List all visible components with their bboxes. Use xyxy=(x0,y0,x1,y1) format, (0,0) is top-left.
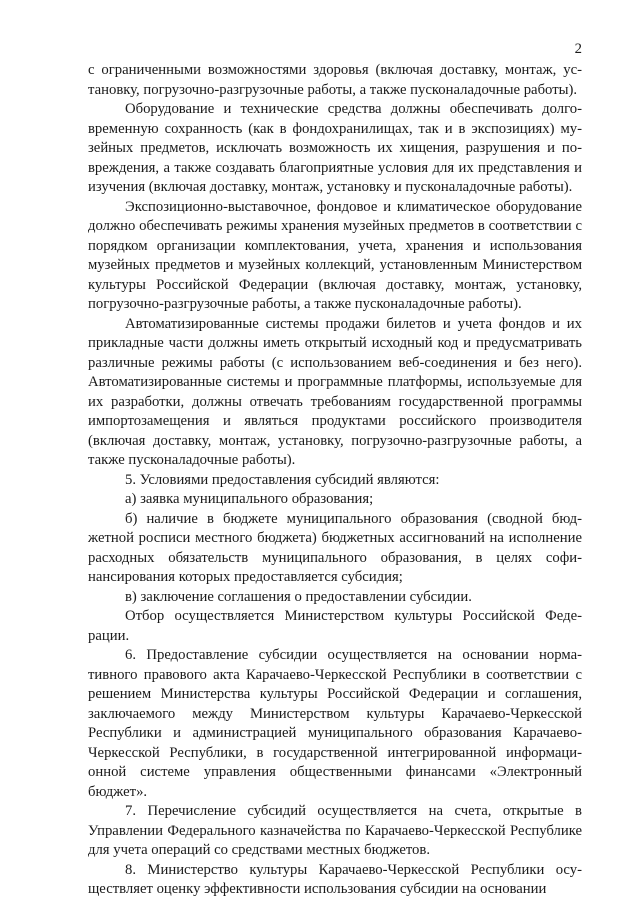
paragraph-item-6: 6. Предоставление субсидии осуществляется на основании нормативного правового акта Карачаево-Черкесской Республики в соответствии с решением Министерства культуры Российской Федерации и соглашения, заключаемого между Министерством культуры Карачаево-Черкесской Республики и администрацией муниципального образования Карачаево-Черкесской Республики, в государственной интегрированной информационной системе управления общественными финансами «Электронный бюджет». xyxy=(88,647,582,800)
paragraph-item-5c: в) заключение соглашения о предоставлении субсидии. xyxy=(125,588,472,605)
paragraph-exhibition-equipment: Экспозиционно-выставочное, фондовое и климатическое оборудование должно обеспечивать режимы хранения музейных предметов в соответствии с порядком организации комплектования, учета, хранения и использования музейных предметов и музейных коллекций, установленным Министерством культуры Российской Федерации (включая доставку, монтаж, установку, погрузочно-разгрузочные работы, а также пусконаладочные работы). xyxy=(88,198,582,312)
paragraph-item-5b: б) наличие в бюджете муниципального образования (сводной бюджетной росписи местного бюджета) бюджетных ассигнований на исполнение расходных обязательств муниципального образования, в целях софинансирования которых предоставляется субсидия; xyxy=(88,510,582,585)
paragraph-equipment-requirements: Оборудование и технические средства должны обеспечивать долговременную сохранность (как в фондохранилищах, так и в экспозициях) музейных предметов, исключать возможность их хищения, разрушения и повреждения, а также создавать благоприятные условия для их представления и изучения (включая доставку, монтаж, установку и пусконаладочные работы). xyxy=(88,101,582,195)
paragraph-item-7: 7. Перечисление субсидий осуществляется на счета, открытые в Управлении Федерального казначейства по Карачаево-Черкесской Республике для учета операций со средствами местных бюджетов. xyxy=(88,803,582,858)
paragraph-item-5a: а) заявка муниципального образования; xyxy=(125,491,374,507)
paragraph-item-5: 5. Условиями предоставления субсидий являются: xyxy=(125,471,440,488)
paragraph-automated-systems: Автоматизированные системы продажи билетов и учета фондов и их прикладные части должны иметь открытый исходный код и предусматривать различные режимы работы (с использованием веб-соединения и без него). Автоматизированные системы и программные платформы, используемые для их разработки, должны отвечать требованиям государственной программы импортозамещения и являться продуктами российского производителя (включая доставку, монтаж, установку, погрузочно-разгрузочные работы, а также пусконаладочные работы). xyxy=(88,315,582,468)
document-body xyxy=(88,61,582,900)
paragraph-item-8: 8. Министерство культуры Карачаево-Черкесской Республики осуществляет оценку эффективности использования субсидии на основании xyxy=(88,861,582,897)
paragraph-continuation: с ограниченными возможностями здоровья (включая доставку, монтаж, установку, погрузочно-разгрузочные работы, а также пусконаладочные работы). xyxy=(88,62,582,98)
paragraph-selection: Отбор осуществляется Министерством культуры Российской Федерации. xyxy=(88,608,582,644)
page-number: 2 xyxy=(574,41,582,57)
